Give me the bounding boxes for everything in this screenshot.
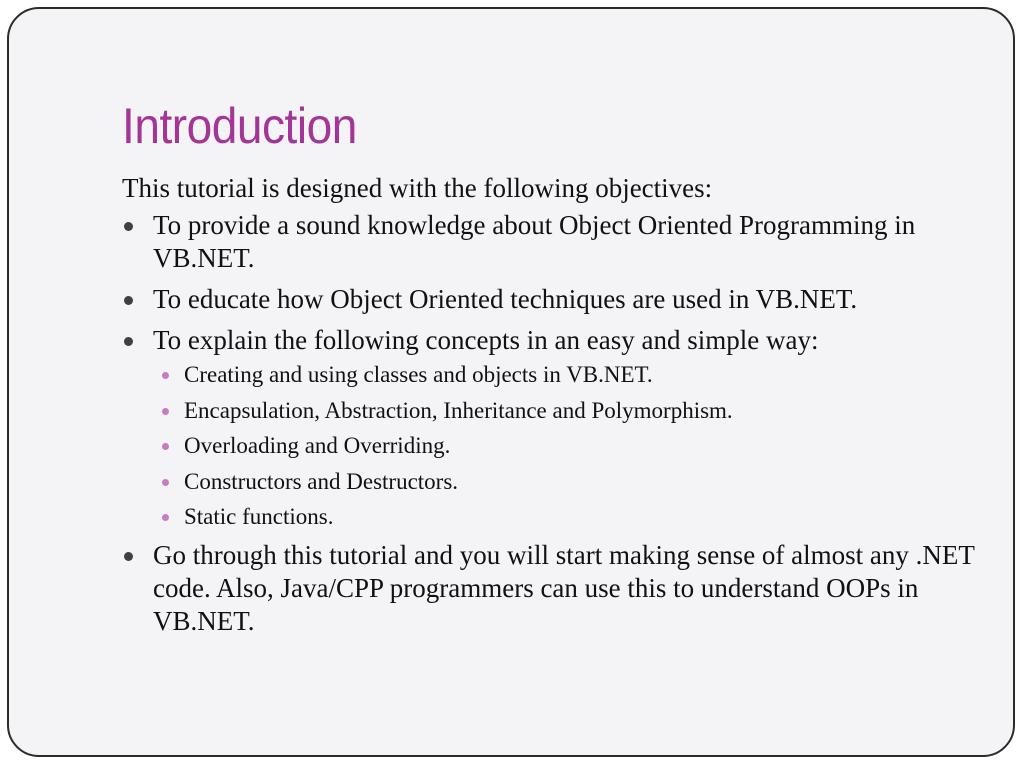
bullet-text: To educate how Object Oriented techniques are used in VB.NET. bbox=[153, 284, 858, 314]
bullet-item bbox=[122, 209, 982, 275]
bullet-text: To explain the following concepts in an easy and simple way: bbox=[153, 325, 819, 355]
bullet-dot-icon bbox=[124, 337, 133, 346]
intro-text: This tutorial is designed with the following objectives: bbox=[122, 173, 713, 203]
sub-bullet-text: Creating and using classes and objects in VB.NET. bbox=[184, 362, 653, 387]
bullet-dot-icon bbox=[124, 552, 133, 561]
slide-body bbox=[122, 172, 982, 646]
slide-title: Introduction bbox=[122, 98, 357, 154]
sub-bullet-item bbox=[153, 397, 982, 425]
sub-bullet-dot-icon bbox=[162, 372, 169, 379]
slide-frame bbox=[7, 7, 1015, 757]
sub-bullet-item bbox=[153, 432, 982, 460]
sub-bullet-item bbox=[153, 503, 982, 531]
sub-bullet-text: Static functions. bbox=[184, 504, 334, 529]
sub-bullet-dot-icon bbox=[162, 408, 169, 415]
sub-bullet-dot-icon bbox=[162, 443, 169, 450]
bullet-text: Go through this tutorial and you will start making sense of almost any .NET code. Also, Java/CPP programmers can use this to understand OOPs in VB.NET. bbox=[153, 540, 975, 636]
sub-bullet-dot-icon bbox=[162, 479, 169, 486]
sub-bullet-text: Constructors and Destructors. bbox=[184, 468, 459, 494]
objectives-list bbox=[122, 209, 982, 638]
bullet-item bbox=[122, 539, 982, 638]
bullet-dot-icon bbox=[124, 296, 133, 305]
sub-bullet-dot-icon bbox=[162, 514, 169, 521]
sub-bullet-text: Encapsulation, Abstraction, Inheritance and Polymorphism. bbox=[184, 397, 733, 423]
bullet-item bbox=[122, 324, 982, 531]
sub-bullet-item bbox=[153, 468, 982, 496]
bullet-item bbox=[122, 283, 982, 316]
bullet-text: To provide a sound knowledge about Object Oriented Programming in VB.NET. bbox=[153, 210, 916, 273]
sub-bullet-item bbox=[153, 361, 982, 389]
concepts-sublist bbox=[153, 361, 982, 531]
bullet-dot-icon bbox=[124, 222, 133, 231]
sub-bullet-text: Overloading and Overriding. bbox=[184, 433, 451, 458]
